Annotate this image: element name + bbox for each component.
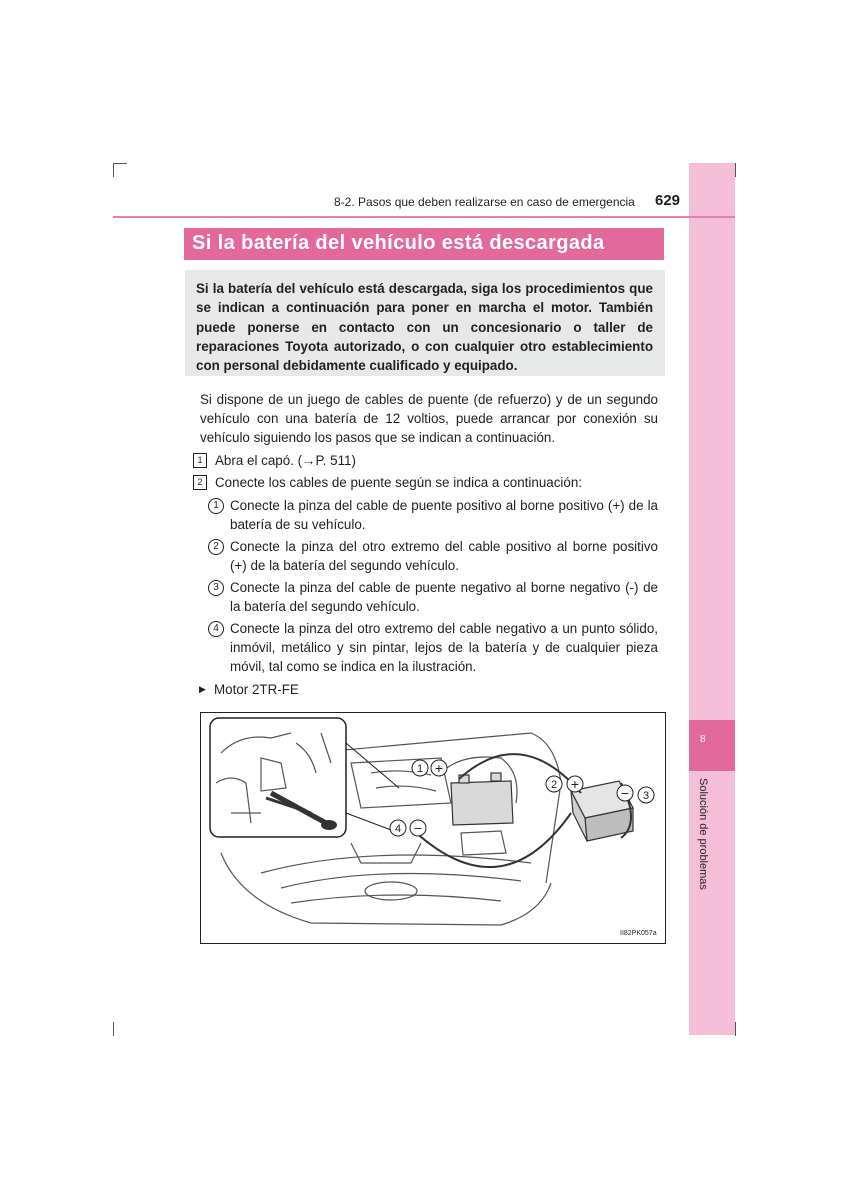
callout-label: 2 (550, 779, 558, 791)
minus-sign-icon: − (620, 785, 630, 801)
substep-text: Conecte la pinza del otro extremo del cable positivo al borne positivo (+) de la batería del segundo vehículo. (230, 539, 658, 573)
chapter-number-tab[interactable] (689, 720, 735, 771)
section-header: 8-2. Pasos que deben realizarse en caso de emergencia (334, 195, 635, 209)
triangle-bullet-icon: ▶ (199, 684, 206, 694)
engine-bay-drawing (201, 713, 665, 943)
intro-paragraph: Si dispone de un juego de cables de puente (de refuerzo) y de un segundo vehículo con una batería de 12 voltios, puede arrancar por conexión su vehículo siguiendo los pasos que se indican a continuación. (200, 392, 658, 445)
page-title: Si la batería del vehículo está descargada (192, 232, 605, 254)
header-divider (113, 216, 735, 218)
step-text: Conecte los cables de puente según se indica a continuación: (215, 475, 583, 490)
chapter-title: Solución de problemas (697, 778, 709, 890)
callout-label: 3 (642, 790, 650, 802)
engine-label: Motor 2TR-FE (214, 682, 299, 697)
crop-mark (113, 163, 114, 177)
plus-sign-icon: + (570, 776, 580, 792)
plus-sign-icon: + (434, 760, 444, 776)
substep-text: Conecte la pinza del otro extremo del cable negativo a un punto sólido, inmóvil, metálico y sin pintar, lejos de la batería y de cualquier pieza móvil, tal como se indica en la ilustración. (230, 621, 658, 674)
minus-sign-icon: − (413, 820, 423, 836)
page-number: 629 (655, 192, 681, 209)
crop-mark (735, 1022, 736, 1036)
chapter-side-tab (689, 163, 735, 1035)
substep-number: 2 (208, 539, 224, 555)
step-number-box: 2 (193, 475, 207, 490)
chapter-number: 8 (700, 734, 706, 745)
substep-number: 4 (208, 621, 224, 637)
callout-label: 4 (394, 823, 402, 835)
crop-mark (113, 163, 127, 164)
step-number-box: 1 (193, 453, 207, 468)
summary-box (185, 270, 665, 376)
page-title-bar (184, 228, 664, 260)
figure-code: II82PK057a (620, 930, 657, 937)
substep-number: 1 (208, 498, 224, 514)
substep-number: 3 (208, 580, 224, 596)
substep-text: Conecte la pinza del cable de puente positivo al borne positivo (+) de la batería de su vehículo. (230, 498, 658, 532)
crop-mark (735, 163, 736, 177)
crop-mark (113, 1022, 114, 1036)
callout-label: 1 (416, 763, 424, 775)
jump-start-illustration (200, 712, 666, 944)
summary-text: Si la batería del vehículo está descargada, siga los procedimientos que se indican a continuación para poner en marcha el motor. También puede ponerse en contacto con un concesionario o taller de reparaciones Toyota autorizado, o con cualquier otro establecimiento con personal debidamente cualificado y equipado. (196, 281, 653, 374)
substep-text: Conecte la pinza del cable de puente negativo al borne negativo (-) de la batería del segundo vehículo. (230, 580, 658, 614)
step-text: Abra el capó. (→P. 511) (215, 453, 356, 468)
